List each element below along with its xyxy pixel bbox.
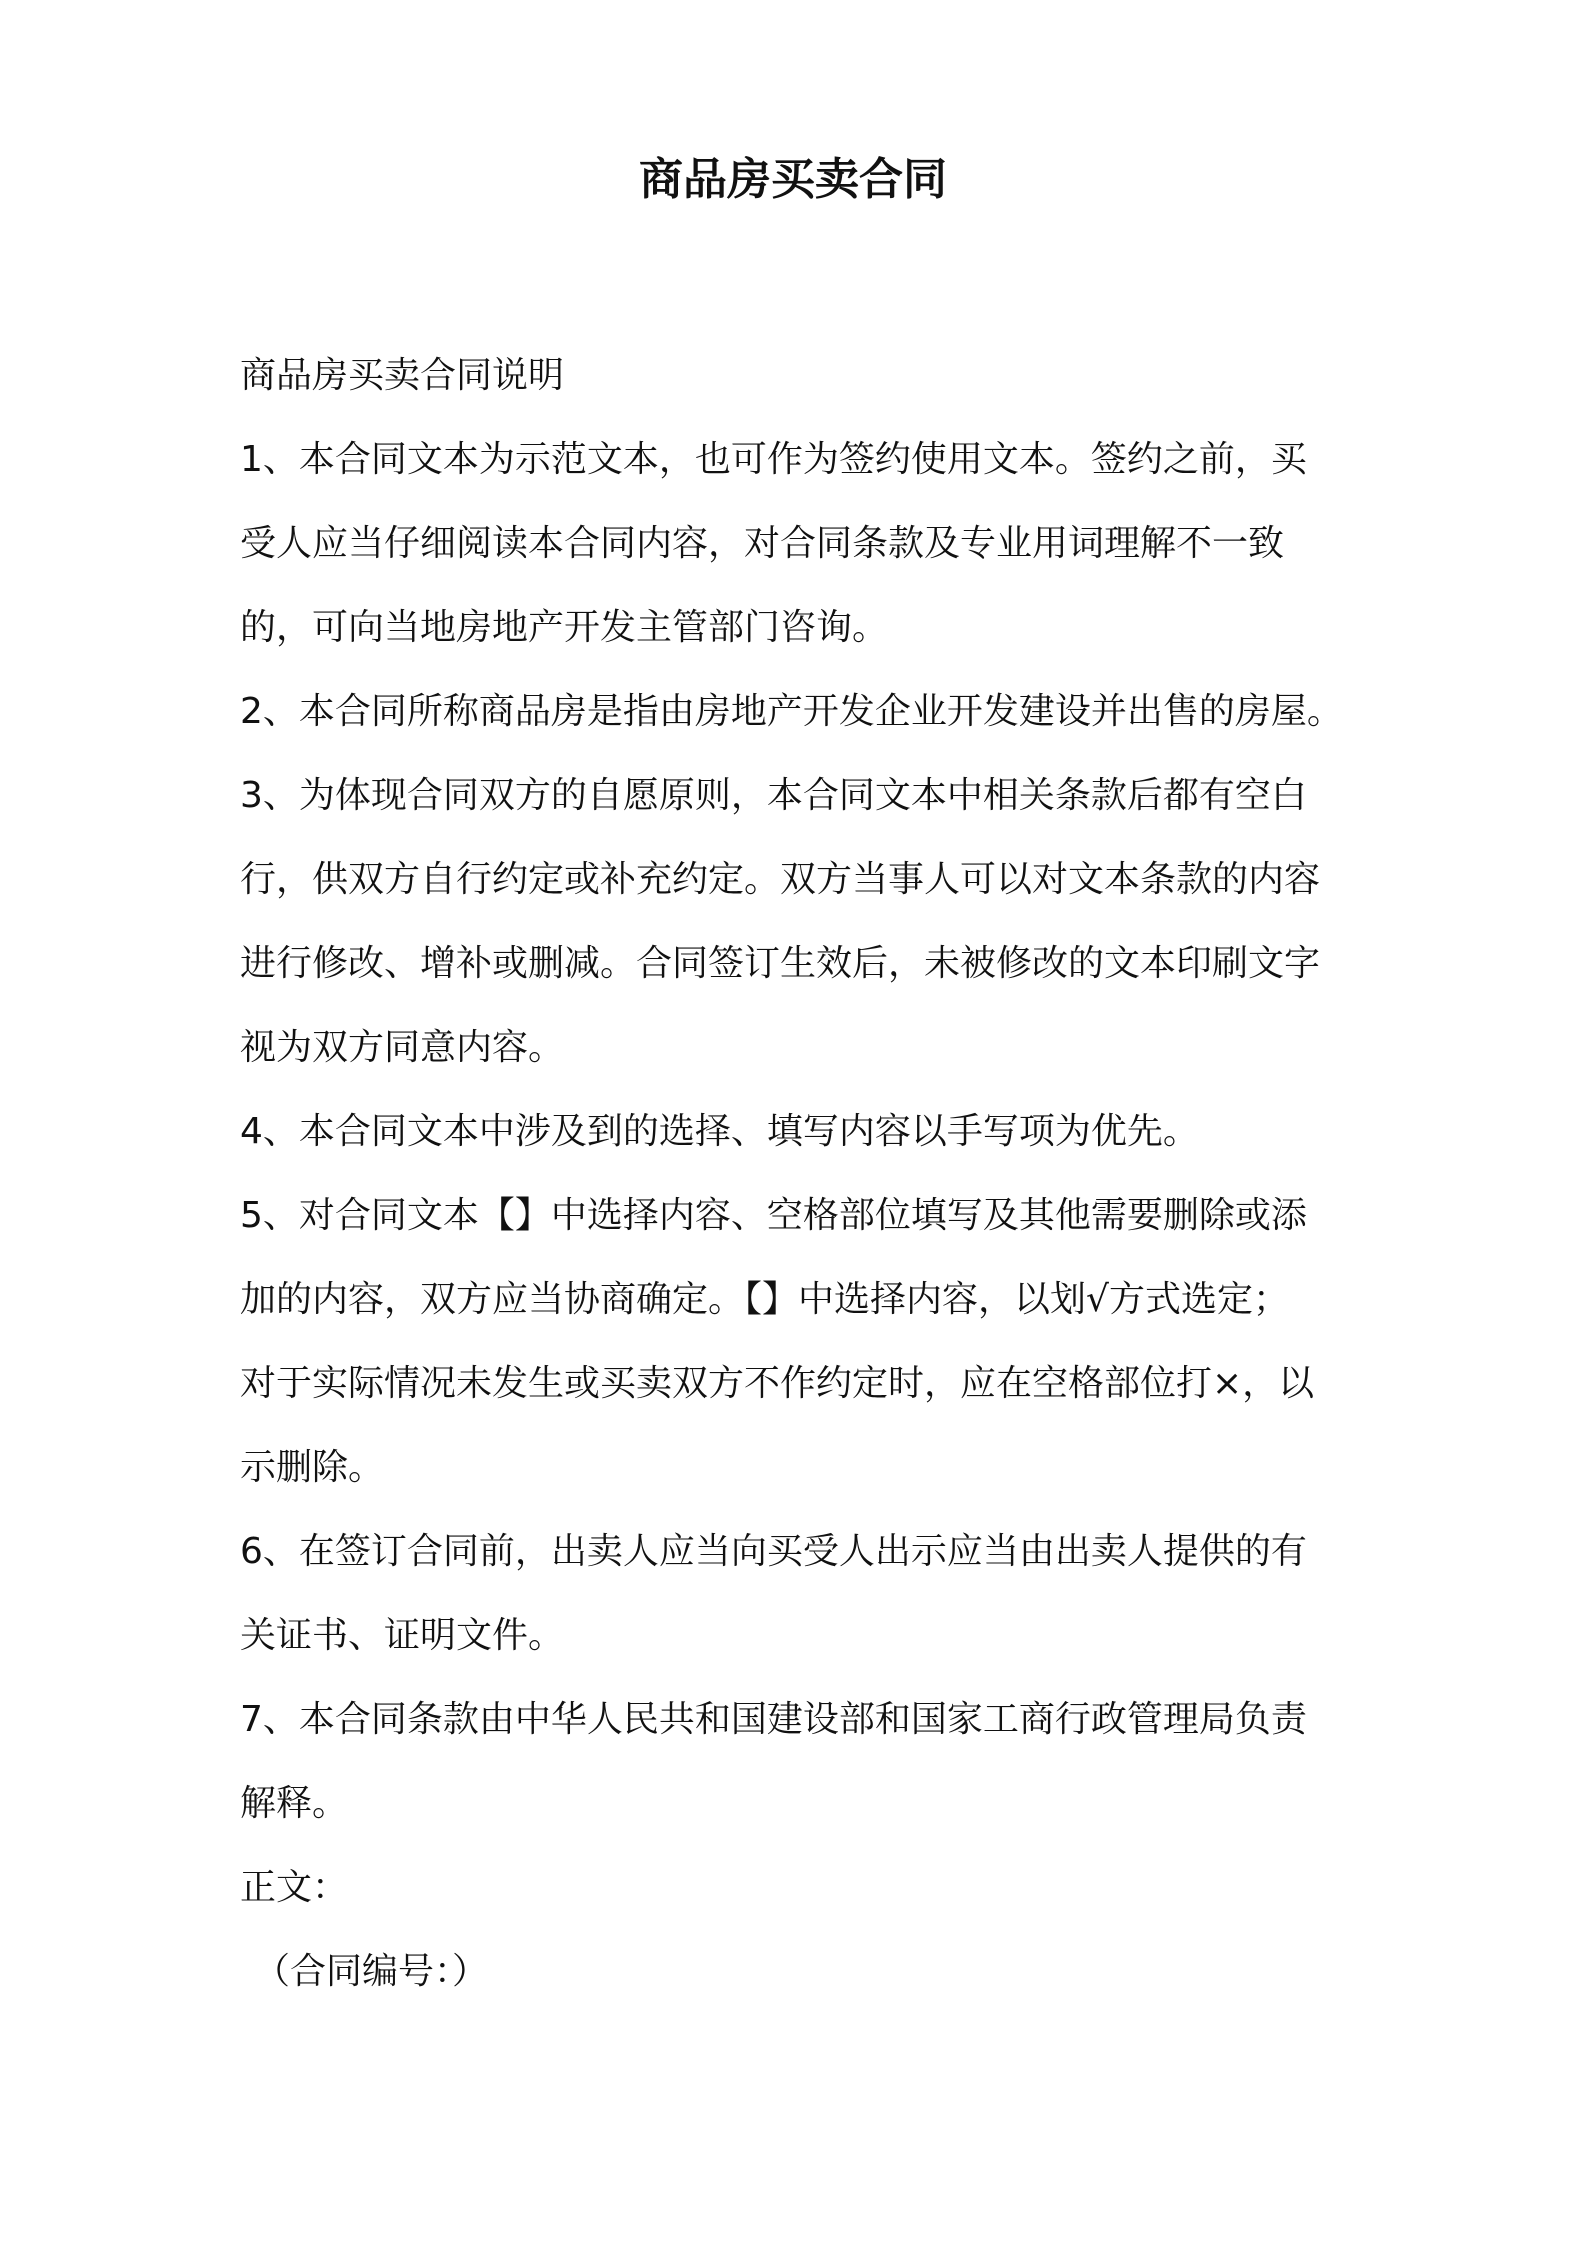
- item-4-line-1: 4、本合同文本中涉及到的选择、填写内容以手写项为优先。: [240, 1111, 1199, 1152]
- item-3: [240, 754, 1360, 1090]
- item-3-line-2: 行，供双方自行约定或补充约定。双方当事人可以对文本条款的内容: [240, 859, 1321, 900]
- item-3-line-1: 3、为体现合同双方的自愿原则，本合同文本中相关条款后都有空白: [240, 775, 1307, 816]
- item-5-line-2: 加的内容，双方应当协商确定。【】中选择内容，以划√方式选定；: [240, 1279, 1289, 1320]
- item-5-line-4: 示删除。: [240, 1447, 385, 1488]
- item-6-line-1: 6、在签订合同前，出卖人应当向买受人出示应当由出卖人提供的有: [240, 1531, 1307, 1572]
- item-5: [240, 1174, 1360, 1510]
- item-3-line-3: 进行修改、增补或删减。合同签订生效后，未被修改的文本印刷文字: [240, 943, 1321, 984]
- main-text-label: [240, 1846, 1360, 1930]
- item-6-line-2: 关证书、证明文件。: [240, 1615, 565, 1656]
- item-6: [240, 1510, 1360, 1678]
- section-heading: [240, 334, 1360, 418]
- item-1-line-3: 的，可向当地房地产开发主管部门咨询。: [240, 607, 889, 648]
- item-1-line-1: 1、本合同文本为示范文本，也可作为签约使用文本。签约之前，买: [240, 439, 1307, 480]
- item-1: [240, 418, 1360, 670]
- document-body: [240, 334, 1360, 2014]
- item-5-line-1: 5、对合同文本【】中选择内容、空格部位填写及其他需要删除或添: [240, 1195, 1307, 1236]
- item-5-line-3: 对于实际情况未发生或买卖双方不作约定时，应在空格部位打×，以: [240, 1363, 1315, 1404]
- contract-number: [240, 1930, 1360, 2014]
- item-1-line-2: 受人应当仔细阅读本合同内容，对合同条款及专业用词理解不一致: [240, 523, 1285, 564]
- item-7: [240, 1678, 1360, 1846]
- item-3-line-4: 视为双方同意内容。: [240, 1027, 565, 1068]
- item-7-line-1: 7、本合同条款由中华人民共和国建设部和国家工商行政管理局负责: [240, 1699, 1307, 1740]
- section-heading-text: 商品房买卖合同说明: [240, 355, 565, 396]
- document-title: 商品房买卖合同: [639, 154, 947, 205]
- main-text-label-text: 正文：: [240, 1867, 349, 1908]
- item-2: [240, 670, 1360, 754]
- item-7-line-2: 解释。: [240, 1783, 349, 1824]
- item-4: [240, 1090, 1360, 1174]
- item-2-line-1: 2、本合同所称商品房是指由房地产开发企业开发建设并出售的房屋。: [240, 691, 1343, 732]
- contract-number-label: （合同编号：）: [254, 1951, 489, 1992]
